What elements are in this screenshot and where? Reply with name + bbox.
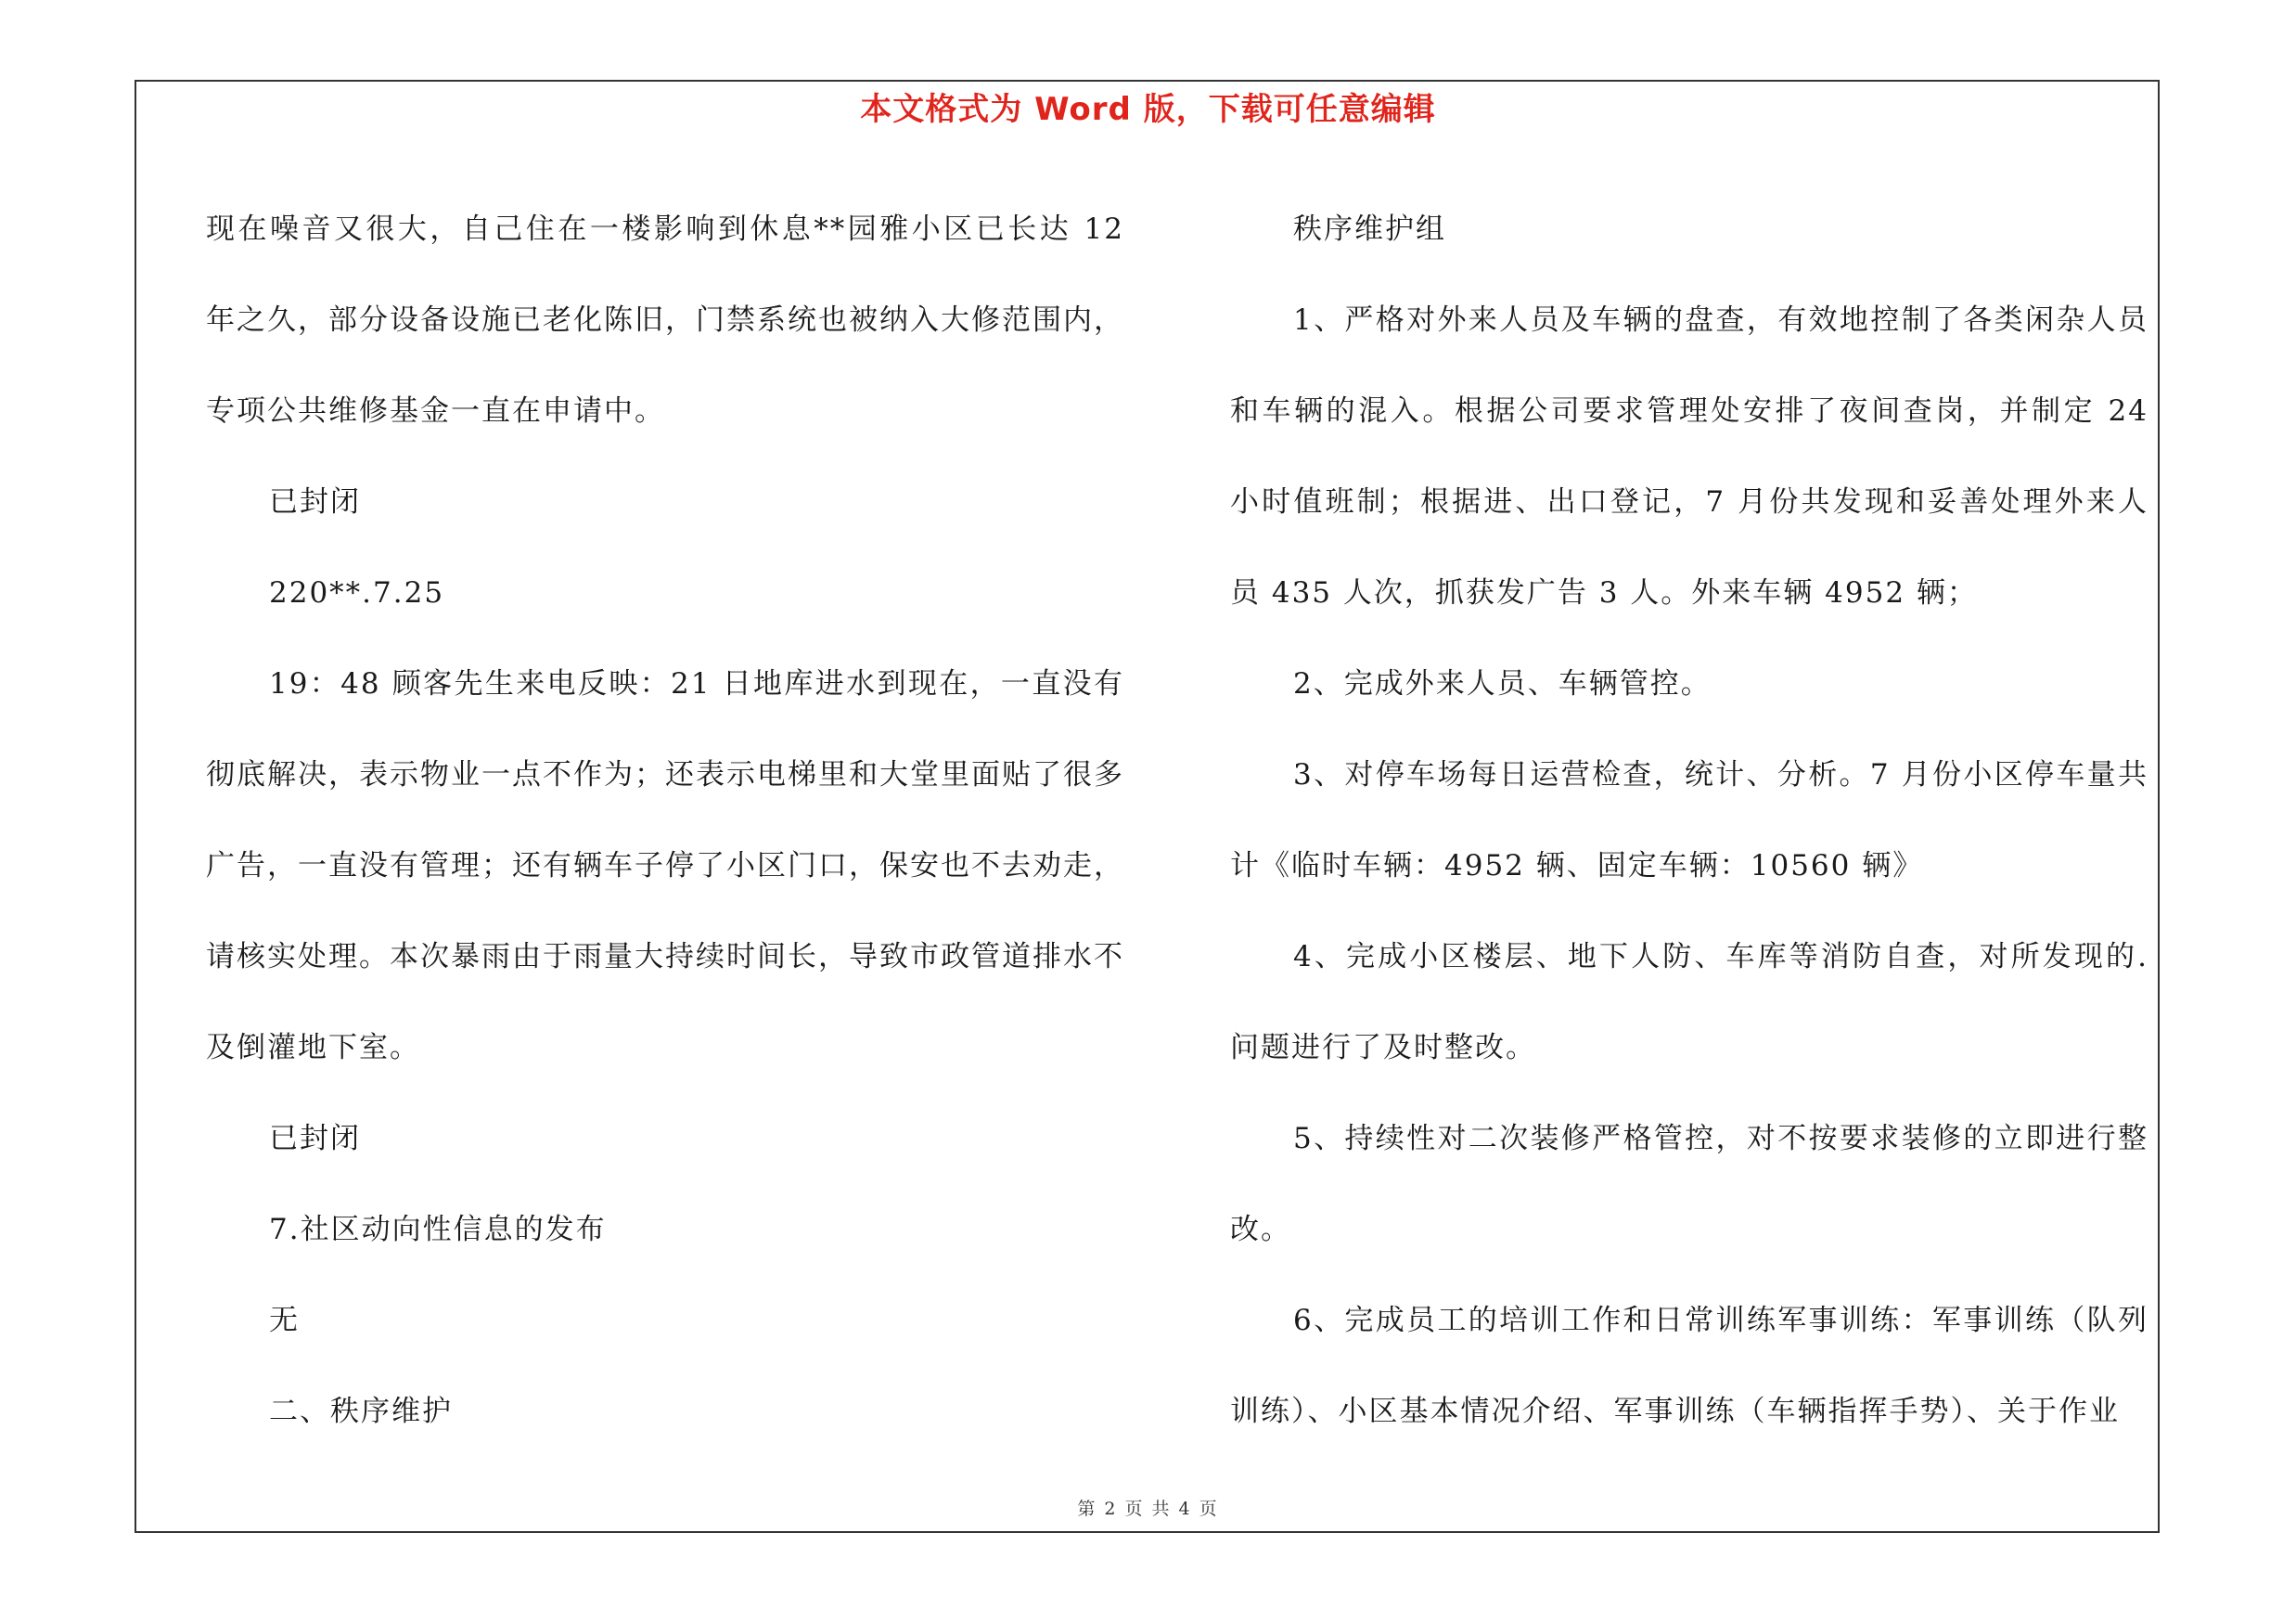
right-paragraph-4: 3、对停车场每日运营检查，统计、分析。7 月份小区停车量共计《临时车辆：4952 辆、固定车辆：10560 辆》 bbox=[1230, 758, 2148, 882]
left-paragraph-3: 220**.7.25 bbox=[269, 576, 445, 610]
left-paragraph-4: 19：48 顾客先生来电反映：21 日地库进水到现在，一直没有彻底解决，表示物业一点不作为；还表示电梯里和大堂里面贴了很多广告，一直没有管理；还有辆车子停了小区门口，保安也不去劝走，请核实处理。本次暴雨由于雨量大持续时间长，导致市政管道排水不及倒灌地下室。 bbox=[206, 667, 1124, 1064]
right-paragraph-1: 秩序维护组 bbox=[1293, 213, 1446, 246]
right-paragraph-7: 6、完成员工的培训工作和日常训练军事训练：军事训练（队列训练）、小区基本情况介绍、军事训练（车辆指挥手势）、关于作业 bbox=[1230, 1304, 2148, 1428]
right-paragraph-6: 5、持续性对二次装修严格管控，对不按要求装修的立即进行整改。 bbox=[1230, 1122, 2148, 1246]
left-paragraph-5: 已封闭 bbox=[269, 1122, 361, 1155]
right-paragraph-5: 4、完成小区楼层、地下人防、车库等消防自查，对所发现的.问题进行了及时整改。 bbox=[1230, 940, 2148, 1064]
left-column bbox=[206, 184, 1124, 1457]
left-paragraph-2: 已封闭 bbox=[269, 485, 361, 519]
left-paragraph-1: 现在噪音又很大，自己住在一楼影响到休息**园雅小区已长达 12 年之久，部分设备设施已老化陈旧，门禁系统也被纳入大修范围内，专项公共维修基金一直在申请中。 bbox=[206, 213, 1124, 428]
right-paragraph-3: 2、完成外来人员、车辆管控。 bbox=[1293, 667, 1712, 701]
left-paragraph-8: 二、秩序维护 bbox=[269, 1395, 453, 1428]
left-paragraph-7: 无 bbox=[269, 1304, 300, 1337]
header-banner: 本文格式为 Word 版，下载可任意编辑 bbox=[860, 91, 1436, 128]
right-column bbox=[1230, 184, 2148, 1457]
page-number-footer: 第 2 页 共 4 页 bbox=[1077, 1499, 1219, 1519]
left-paragraph-6: 7.社区动向性信息的发布 bbox=[269, 1213, 607, 1246]
right-paragraph-2: 1、严格对外来人员及车辆的盘查，有效地控制了各类闲杂人员和车辆的混入。根据公司要求管理处安排了夜间查岗，并制定 24 小时值班制；根据进、出口登记，7 月份共发现和妥善处理外来人员 435 人次，抓获发广告 3 人。外来车辆 4952 辆； bbox=[1230, 303, 2148, 610]
